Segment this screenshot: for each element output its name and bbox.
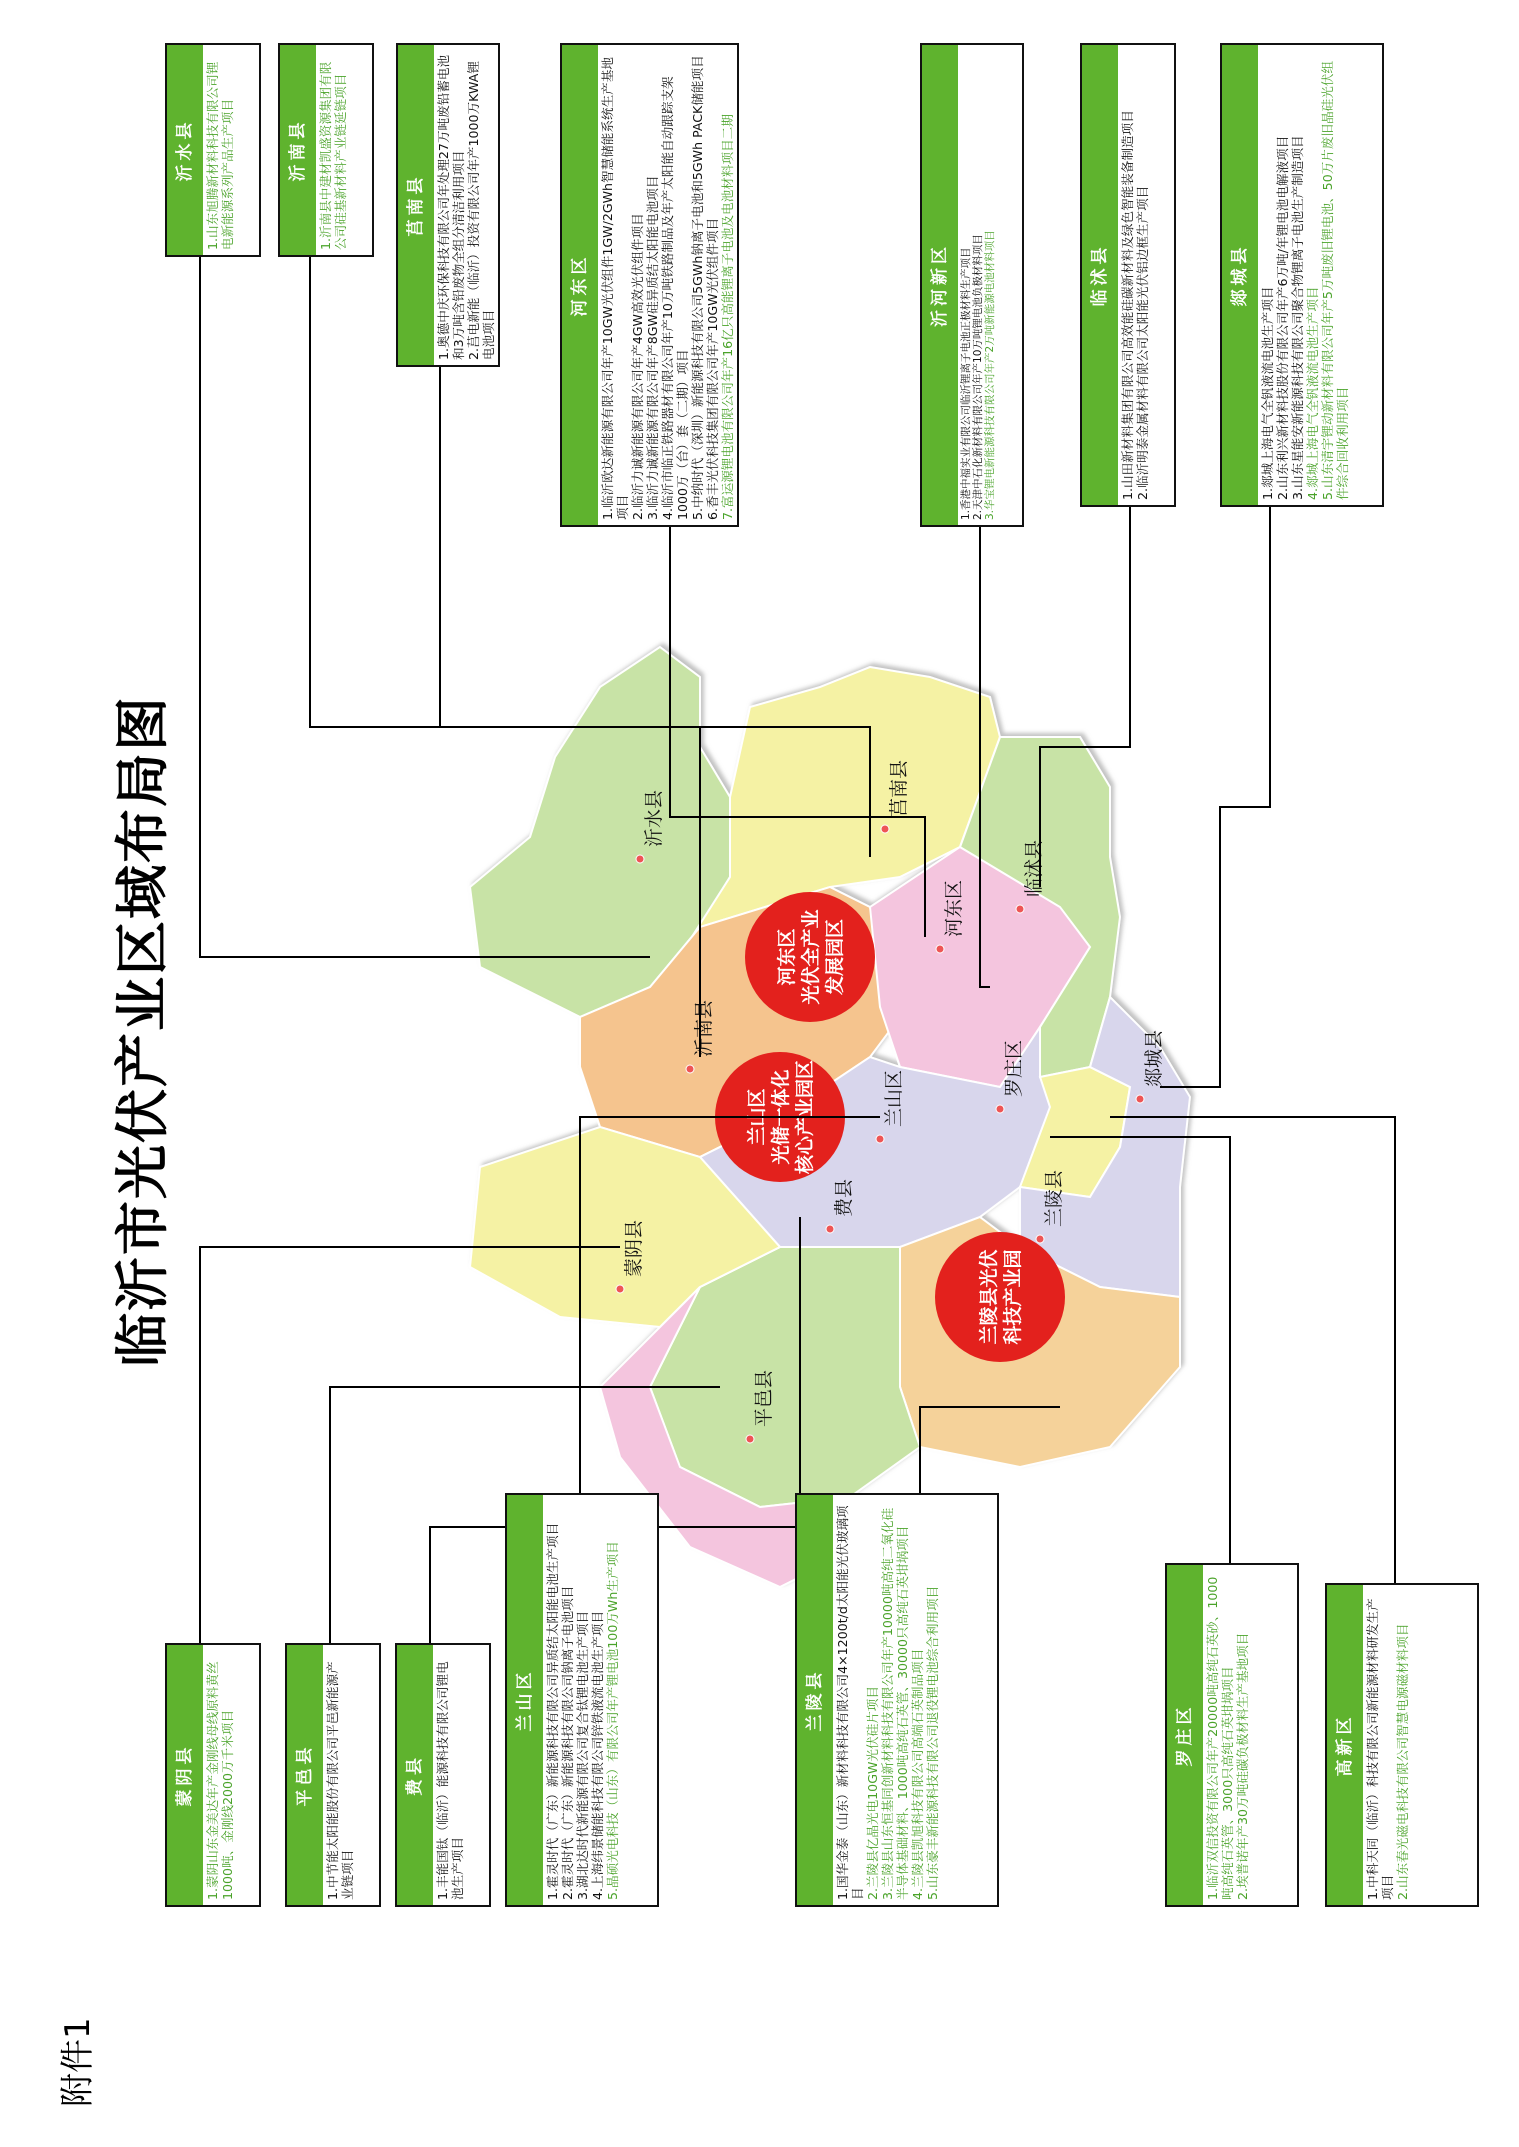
- leader-line: [1160, 507, 1270, 1087]
- project-box-body: [1118, 45, 1152, 505]
- project-item: 2.埃普诺年产30万吨硅碳负极材料生产基地项目: [1235, 1632, 1250, 1900]
- project-item: 5.晶硕光电科技（山东）有限公司年产锂电池100万Wh生产项目: [605, 1541, 620, 1900]
- project-box-tancheng: [1220, 43, 1384, 507]
- project-item: 5.山东豪丰新能源科技有限公司退役锂电池综合利用项目: [925, 1585, 940, 1900]
- park-marker[interactable]: [745, 892, 875, 1022]
- park-label: 光储一体化: [770, 1069, 792, 1165]
- project-item: 3.临沂力诚新能源有限公司年产8GW硅异质结太阳能电池项目: [645, 175, 660, 520]
- project-box-title: 罗庄区: [1167, 1565, 1203, 1905]
- project-item: 5.中纳时代（深圳）新能源科技有限公司5GWh钠离子电池和5GWh PACK储能项目: [690, 55, 705, 520]
- project-box-title: 高新区: [1327, 1585, 1363, 1905]
- project-item: 7.富运源锂电池有限公司年产16亿只高能锂离子电池及电池材料项目二期: [720, 114, 735, 520]
- project-box-body: [1258, 45, 1352, 505]
- project-box-title: 莒南县: [398, 45, 434, 365]
- project-box-lanling: [795, 1493, 999, 1907]
- county-label-luozhuang: 罗庄区: [1003, 1039, 1025, 1097]
- county-seat-marker: [616, 1285, 624, 1293]
- project-item: 1.奥德中庆环保科技有限公司年处理27万吨废铅蓄电池和3万吨含铅废物全组分清洁利用项目: [436, 54, 466, 360]
- county-seat-marker: [881, 825, 889, 833]
- project-box-body: [1203, 1565, 1252, 1905]
- project-item: 1.山田新材料集团有限公司高效能硅碳新材料及绿色智能装备制造项目: [1120, 110, 1135, 500]
- project-box-body: [434, 45, 498, 365]
- project-box-title: 平邑县: [287, 1645, 323, 1905]
- project-item: 1.霍灵时代（广东）新能源科技有限公司异质结太阳能电池生产项目: [545, 1522, 560, 1900]
- county-seat-marker: [1136, 1095, 1144, 1103]
- park-label: 兰山区: [746, 1088, 768, 1146]
- county-seat-marker: [826, 1225, 834, 1233]
- project-box-hedong: [560, 43, 739, 527]
- project-box-title: 沂水县: [167, 45, 203, 255]
- county-label-lanshan: 兰山区: [883, 1069, 905, 1127]
- county-seat-marker: [1036, 1235, 1044, 1243]
- county-seat-marker: [636, 855, 644, 863]
- project-box-body: [1363, 1585, 1412, 1905]
- project-box-title: 蒙阴县: [167, 1645, 203, 1905]
- project-box-body: [543, 1495, 622, 1905]
- county-label-yishui: 沂水县: [643, 789, 665, 847]
- project-box-title: 兰山区: [507, 1495, 543, 1905]
- project-box-title: 沂南县: [280, 45, 316, 255]
- project-box-body: [598, 45, 737, 525]
- project-item: 4.兰陵县凯旭科技有限公司高端石英制品项目: [910, 1648, 925, 1900]
- county-seat-marker: [876, 1135, 884, 1143]
- project-item: 1.沂南县中建材凯盛资源集团有限公司硅基新材料产业链延链项目: [318, 61, 348, 250]
- county-seat-marker: [936, 945, 944, 953]
- project-item: 2.山东利兴新材料技股份有限公司年产6万吨/年锂电池电解液项目: [1275, 135, 1290, 500]
- project-item: 1.蒙阴山东金美达年产金刚线母线原料黄丝1000吨、金刚线2000万千米项目: [205, 1661, 235, 1900]
- project-box-body: [433, 1645, 467, 1905]
- county-label-linshu: 临沭县: [1023, 839, 1045, 897]
- project-item: 1.丰能国钛（临沂）能源科技有限公司锂电池生产项目: [435, 1661, 465, 1900]
- project-box-lanshan: [505, 1493, 659, 1907]
- project-item: 1.山东旭腾新材料科技有限公司锂电新能源系列产品生产项目: [205, 61, 235, 250]
- park-label: 河东区: [776, 928, 798, 986]
- project-box-luozhuang: [1165, 1563, 1299, 1907]
- project-box-title: 兰陵县: [797, 1495, 833, 1905]
- project-item: 1.国华金泰（山东）新材料科技有限公司4×1200t/d太阳能光伏玻璃项目: [835, 1505, 865, 1900]
- project-item: 3.湖北达时代新能源有限公司复合钛锂电池生产项目: [575, 1610, 590, 1900]
- project-item: 2.山东春光磁电科技有限公司智慧电源磁材料项目: [1395, 1623, 1410, 1900]
- park-circle: [935, 1232, 1065, 1362]
- project-box-title: 郯城县: [1222, 45, 1258, 505]
- county-label-feixian: 费县: [833, 1178, 855, 1217]
- county-seat-marker: [686, 1065, 694, 1073]
- project-box-title: 河东区: [562, 45, 598, 525]
- project-item: 2.临沂力诚新能源有限公司年产4GW高效光伏组件项目: [630, 213, 645, 520]
- county-seat-marker: [746, 1435, 754, 1443]
- county-label-junan: 莒南县: [888, 759, 910, 817]
- park-label: 核心产业园区: [794, 1059, 816, 1175]
- park-label: 兰陵县光伏: [978, 1249, 1000, 1345]
- park-label: 光伏全产业: [800, 909, 822, 1005]
- project-box-body: [323, 1645, 357, 1905]
- project-item: 2.天津中石化新材料有限公司年产10万吨锂电池负极材料项目: [972, 234, 984, 520]
- county-label-mengyin: 蒙阴县: [623, 1219, 645, 1277]
- project-box-body: [833, 1495, 942, 1905]
- project-item: 4.上海纬景储能科技有限公司锌铁液流电池生产项目: [590, 1610, 605, 1900]
- project-box-title: 费县: [397, 1645, 433, 1905]
- project-item: 1.中科天同（临沂）科技有限公司新能源材料研发生产项目: [1365, 1598, 1395, 1900]
- project-box-mengyin: [165, 1643, 261, 1907]
- county-label-lanling: 兰陵县: [1043, 1169, 1065, 1227]
- county-label-yinan: 沂南县: [693, 999, 715, 1057]
- project-item: 2.霍灵时代（广东）新能源科技有限公司钠离子电池项目: [560, 1585, 575, 1900]
- park-label: 发展园区: [824, 918, 846, 996]
- project-box-gaoxin: [1325, 1583, 1479, 1907]
- project-item: 4.郯城上海电气全钒液流电池生产项目: [1305, 286, 1320, 500]
- project-item: 3.兰陵县山东恒基同创新材料科技有限公司年产10000吨高纯二氧化硅半导体基础材料、1000吨高纯石英管、30000只高纯石英坩埚项目: [880, 1507, 910, 1900]
- project-box-title: 沂河新区: [922, 45, 958, 525]
- project-box-yimeng: [920, 43, 1024, 527]
- project-box-body: [203, 1645, 237, 1905]
- county-label-pingyi: 平邑县: [753, 1369, 775, 1427]
- project-item: 1.香港中福实业有限公司临沂锂离子电池正极材料生产项目: [960, 247, 972, 520]
- project-box-junan: [396, 43, 500, 367]
- annex-label: 附件1: [58, 2017, 98, 2107]
- project-box-body: [203, 45, 237, 255]
- project-box-feixian: [395, 1643, 491, 1907]
- project-item: 1.临沂双信投资有限公司年产20000吨高纯石英砂、1000吨高纯石英管、3000只高纯石英坩埚项目: [1205, 1576, 1235, 1900]
- park-marker[interactable]: [935, 1232, 1065, 1362]
- project-box-linshu: [1080, 43, 1176, 507]
- county-seat-marker: [1016, 905, 1024, 913]
- project-item: 2.兰陵县亿晶光电10GW光伏硅片项目: [865, 1686, 880, 1900]
- project-item: 3.山东星能安新能源科技有限公司聚合物锂离子电池生产制造项目: [1290, 135, 1305, 500]
- project-item: 1.郯城上海电气全钒液流电池生产项目: [1260, 286, 1275, 500]
- project-item: 2.临沂明泰金属材料有限公司太阳能光伏铝边框生产项目: [1135, 185, 1150, 500]
- project-item: 1.临沂欧达新能源有限公司年产10GW光伏组件1GW/2GWh智慧储能系统生产基地项目: [600, 57, 630, 520]
- project-box-pingyi: [285, 1643, 381, 1907]
- map-title: 临沂市光伏产业区域布局图: [110, 695, 174, 1367]
- county-label-tancheng: 郯城县: [1143, 1029, 1165, 1087]
- county-label-hedong: 河东区: [943, 879, 965, 937]
- project-item: 5.山东清宇锂动新材料有限公司年产5万吨废旧锂电池、50万片废旧晶硅光伏组件综合回收利用项目: [1320, 60, 1350, 500]
- project-box-body: [316, 45, 350, 255]
- project-box-yishui: [165, 43, 261, 257]
- park-label: 科技产业园: [1002, 1249, 1024, 1345]
- project-box-body: [958, 45, 998, 525]
- project-box-title: 临沭县: [1082, 45, 1118, 505]
- project-item: 2.莒电新能（临沂）投资有限公司年产1000万KWA锂电池项目: [466, 61, 496, 360]
- project-item: 6.香丰光伏科技集团有限公司年产10GW光伏组件项目: [705, 217, 720, 520]
- project-item: 1.中节能太阳能股份有限公司平邑新能源产业链项目: [325, 1661, 355, 1900]
- project-box-yinan: [278, 43, 374, 257]
- project-item: 3.华宝锂电新能源科技有限公司年产2万吨新能源电池材料项目: [984, 230, 996, 520]
- county-seat-marker: [996, 1105, 1004, 1113]
- project-item: 4.临沂市临正铁路器材有限公司年产10万吨铁路制品及年产太阳能自动跟踪支架1000万（台）套（二期）项目: [660, 76, 690, 520]
